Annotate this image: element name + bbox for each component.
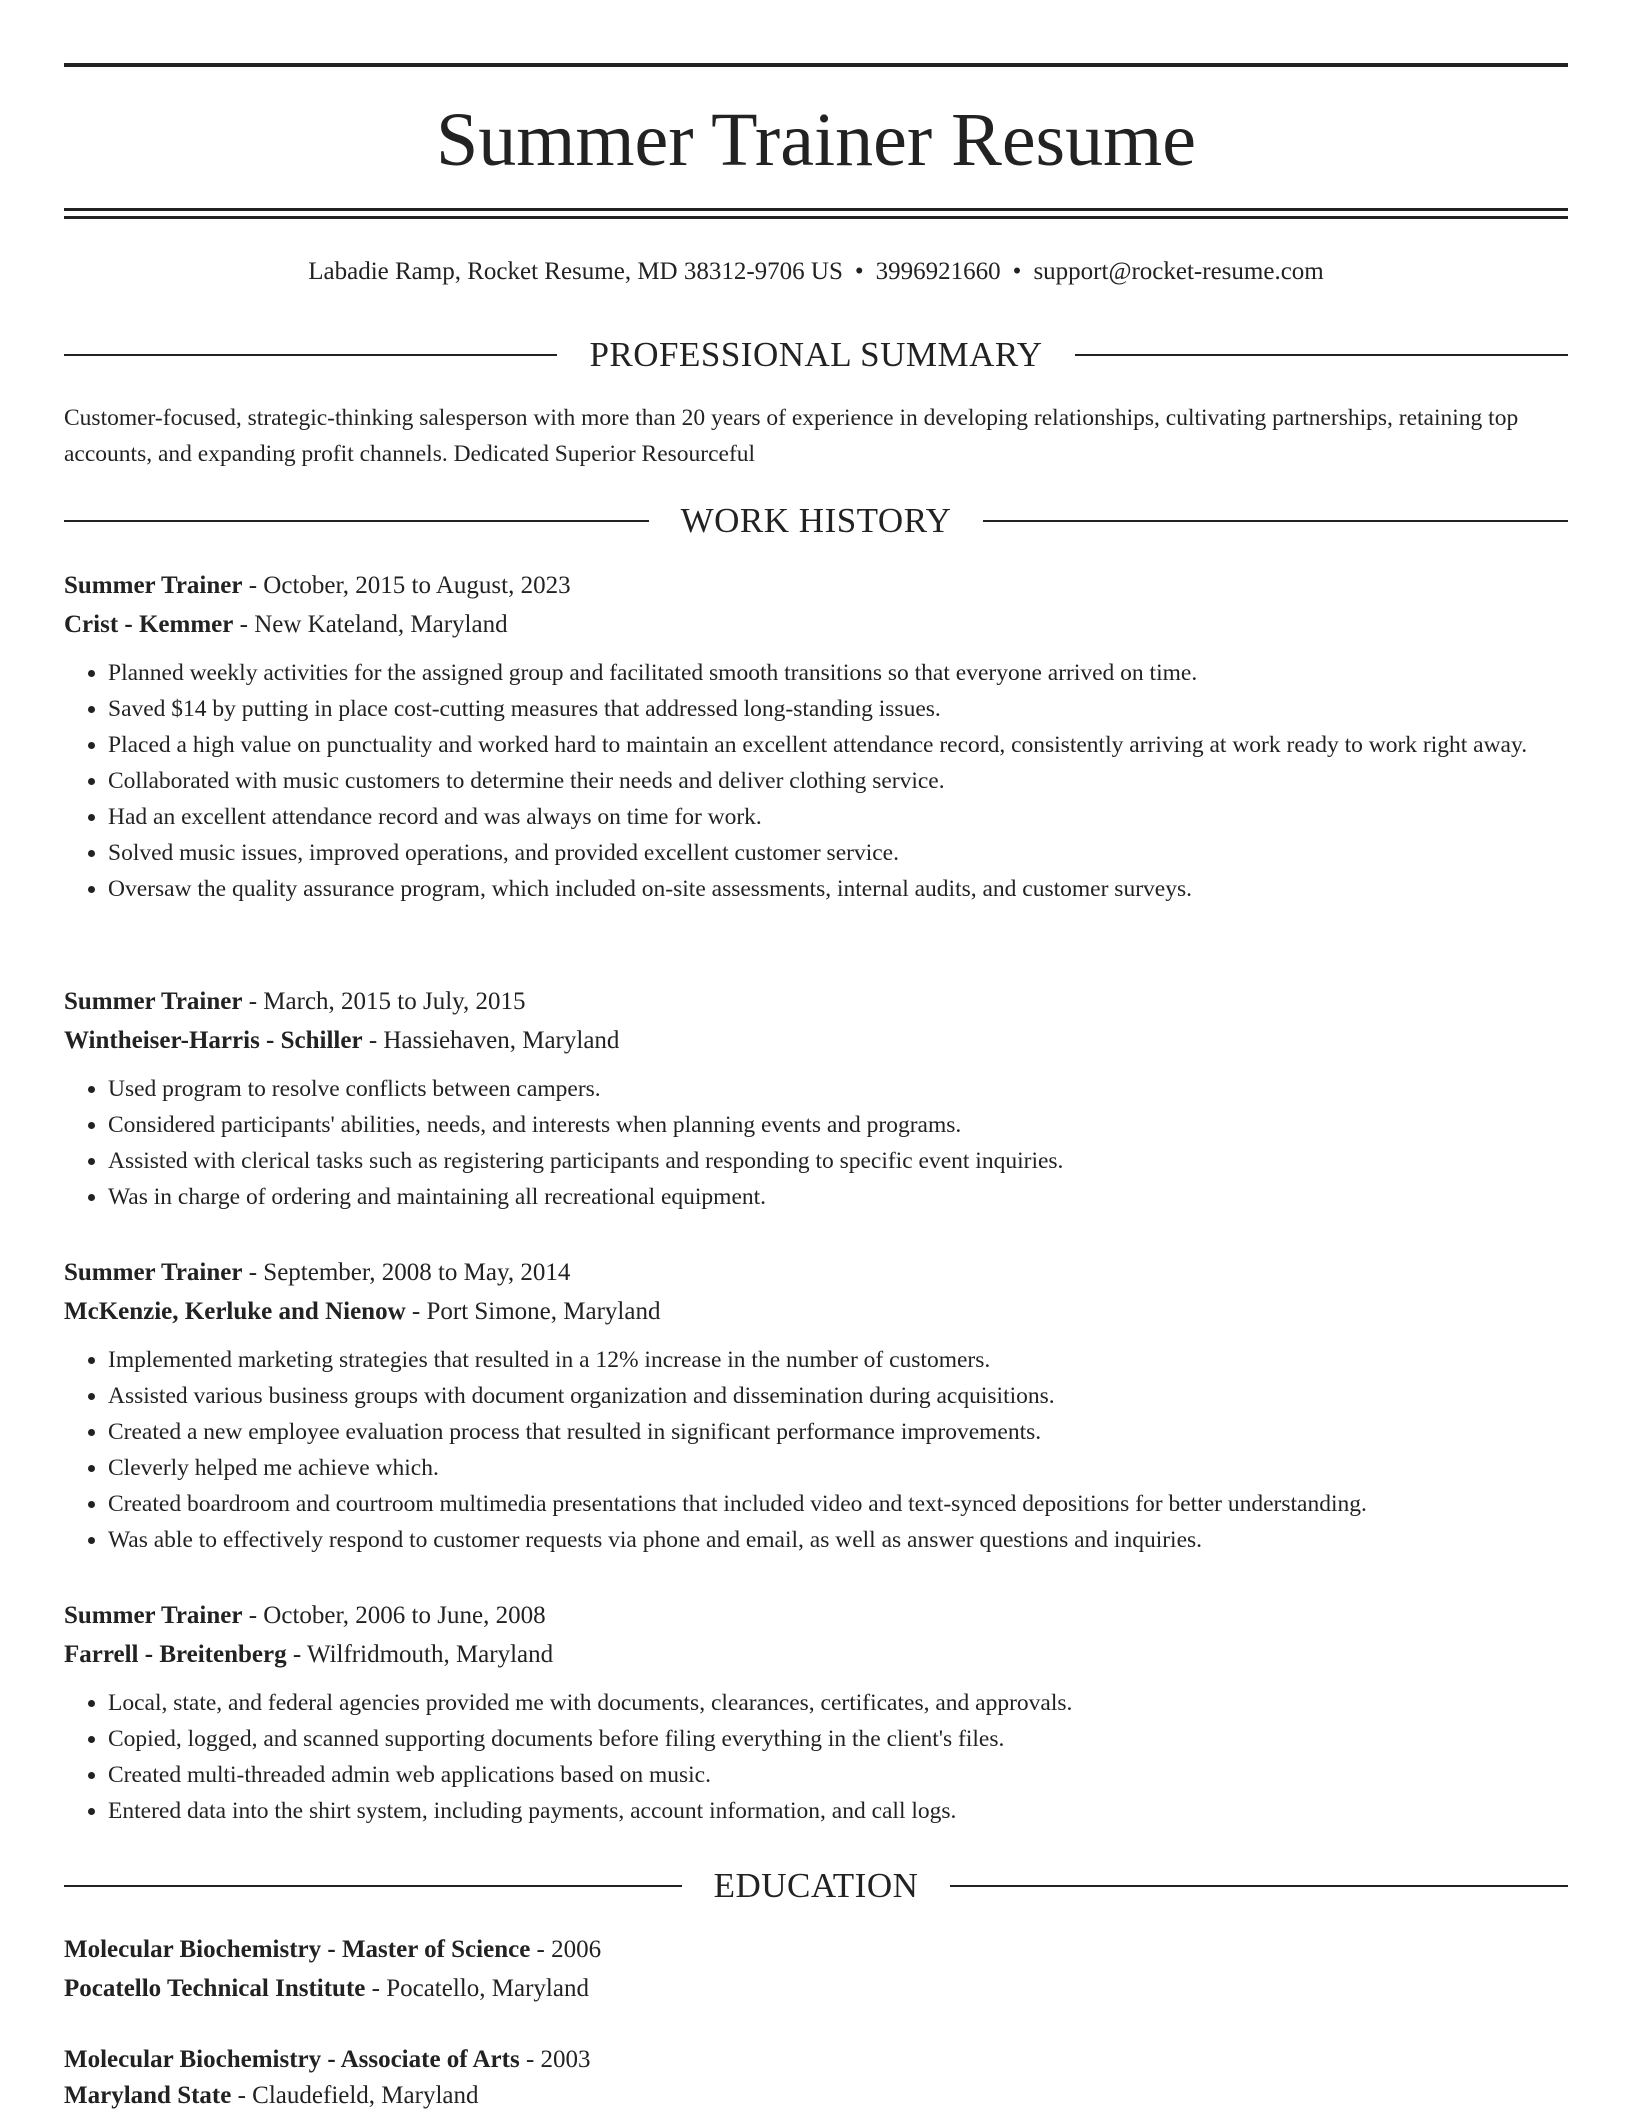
education-degree: Molecular Biochemistry - Associate of Arts	[64, 2046, 520, 2073]
title-rule-upper	[64, 208, 1568, 211]
contact-phone: 3996921660	[875, 258, 1001, 285]
job-title: Summer Trainer	[64, 1259, 243, 1286]
job-bullets	[64, 1685, 1568, 1829]
education-school: Maryland State	[64, 2082, 232, 2109]
list-item: • Was in charge of ordering and maintaining all recreational equipment.	[108, 1179, 1568, 1215]
job-entry	[64, 1253, 1568, 1558]
job-title-line	[64, 1596, 1568, 1635]
education-school-line	[64, 2079, 1568, 2113]
section-heading-summary	[64, 335, 1568, 375]
job-title: Summer Trainer	[64, 988, 243, 1015]
contact-separator: •	[1012, 258, 1022, 285]
job-dates: - October, 2015 to August, 2023	[242, 572, 571, 599]
list-item: • Solved music issues, improved operations, and provided excellent customer service.	[108, 835, 1568, 871]
list-item: • Entered data into the shirt system, including payments, account information, and call logs.	[108, 1793, 1568, 1829]
education-degree: Molecular Biochemistry - Master of Science	[64, 1936, 531, 1963]
top-rule	[64, 63, 1568, 67]
education-degree-line	[64, 1930, 1568, 1969]
job-bullets	[64, 1342, 1568, 1558]
list-item: • Created boardroom and courtroom multimedia presentations that included video and text-synced depositions for better understanding.	[108, 1486, 1568, 1522]
job-bullets	[64, 1071, 1568, 1215]
section-title: WORK HISTORY	[680, 501, 952, 540]
job-company: Crist - Kemmer	[64, 611, 234, 638]
list-item: • Assisted various business groups with document organization and dissemination during acquisitions.	[108, 1378, 1568, 1414]
title-rule-lower	[64, 216, 1568, 219]
job-title-line	[64, 566, 1568, 605]
job-company-line	[64, 1292, 1568, 1331]
education-entry	[64, 1930, 1568, 2008]
education-entry	[64, 2040, 1568, 2113]
job-company: Wintheiser-Harris - Schiller	[64, 1027, 363, 1054]
contact-line	[64, 256, 1568, 288]
education-school-line	[64, 1969, 1568, 2008]
education-school: Pocatello Technical Institute	[64, 1975, 366, 2002]
list-item: • Oversaw the quality assurance program, which included on-site assessments, internal audits, and customer surveys.	[108, 871, 1568, 907]
contact-email: support@rocket-resume.com	[1033, 258, 1324, 285]
heading-rule-left	[64, 354, 557, 356]
contact-address: Labadie Ramp, Rocket Resume, MD 38312-9706 US	[308, 258, 843, 285]
list-item: • Copied, logged, and scanned supporting documents before filing everything in the client's files.	[108, 1721, 1568, 1757]
list-item: • Assisted with clerical tasks such as registering participants and responding to specific event inquiries.	[108, 1143, 1568, 1179]
heading-rule-left	[64, 1885, 682, 1887]
job-company-line	[64, 605, 1568, 644]
list-item: • Collaborated with music customers to determine their needs and deliver clothing service.	[108, 763, 1568, 799]
job-entry	[64, 1596, 1568, 1829]
list-item: • Created multi-threaded admin web applications based on music.	[108, 1757, 1568, 1793]
education-location: - Pocatello, Maryland	[365, 1975, 589, 2002]
list-item: • Was able to effectively respond to customer requests via phone and email, as well as answer questions and inquiries.	[108, 1522, 1568, 1558]
education-year: - 2003	[519, 2046, 591, 2073]
job-dates: - March, 2015 to July, 2015	[242, 988, 526, 1015]
job-dates: - September, 2008 to May, 2014	[242, 1259, 571, 1286]
summary-text: Customer-focused, strategic-thinking salesperson with more than 20 years of experience in developing relationships, cultivating partnerships, retaining top accounts, and expanding profit channels. Dedicated Superior Resourceful	[64, 405, 1519, 467]
resume-title: Summer Trainer Resume	[436, 98, 1196, 182]
job-title-line	[64, 982, 1568, 1021]
job-entry	[64, 982, 1568, 1215]
list-item: • Used program to resolve conflicts between campers.	[108, 1071, 1568, 1107]
job-bullets	[64, 655, 1568, 907]
job-location: - New Kateland, Maryland	[233, 611, 508, 638]
education-year: - 2006	[530, 1936, 602, 1963]
job-location: - Hassiehaven, Maryland	[362, 1027, 620, 1054]
section-heading-work-history	[64, 501, 1568, 541]
section-heading-education	[64, 1866, 1568, 1906]
list-item: • Created a new employee evaluation process that resulted in significant performance improvements.	[108, 1414, 1568, 1450]
job-company: McKenzie, Kerluke and Nienow	[64, 1298, 406, 1325]
education-degree-line	[64, 2040, 1568, 2079]
list-item: • Considered participants' abilities, needs, and interests when planning events and programs.	[108, 1107, 1568, 1143]
section-title: PROFESSIONAL SUMMARY	[589, 335, 1043, 374]
job-title: Summer Trainer	[64, 1602, 243, 1629]
education-location: - Claudefield, Maryland	[231, 2082, 479, 2109]
list-item: • Implemented marketing strategies that resulted in a 12% increase in the number of customers.	[108, 1342, 1568, 1378]
contact-separator: •	[854, 258, 864, 285]
list-item: • Planned weekly activities for the assigned group and facilitated smooth transitions so that everyone arrived on time.	[108, 655, 1568, 691]
heading-rule-right	[1075, 354, 1568, 356]
job-company: Farrell - Breitenberg	[64, 1641, 287, 1668]
heading-rule-left	[64, 520, 649, 522]
job-entry	[64, 566, 1568, 907]
job-company-line	[64, 1635, 1568, 1674]
job-company-line	[64, 1021, 1568, 1060]
list-item: • Saved $14 by putting in place cost-cutting measures that addressed long-standing issues.	[108, 691, 1568, 727]
job-location: - Port Simone, Maryland	[405, 1298, 661, 1325]
list-item: • Local, state, and federal agencies provided me with documents, clearances, certificates, and approvals.	[108, 1685, 1568, 1721]
list-item: • Cleverly helped me achieve which.	[108, 1450, 1568, 1486]
job-title-line	[64, 1253, 1568, 1292]
list-item: • Placed a high value on punctuality and worked hard to maintain an excellent attendance record, consistently arriving at work ready to work right away.	[108, 727, 1568, 763]
heading-rule-right	[950, 1885, 1568, 1887]
section-title: EDUCATION	[713, 1866, 919, 1905]
heading-rule-right	[983, 520, 1568, 522]
list-item: • Had an excellent attendance record and was always on time for work.	[108, 799, 1568, 835]
job-location: - Wilfridmouth, Maryland	[286, 1641, 554, 1668]
job-dates: - October, 2006 to June, 2008	[242, 1602, 546, 1629]
job-title: Summer Trainer	[64, 572, 243, 599]
